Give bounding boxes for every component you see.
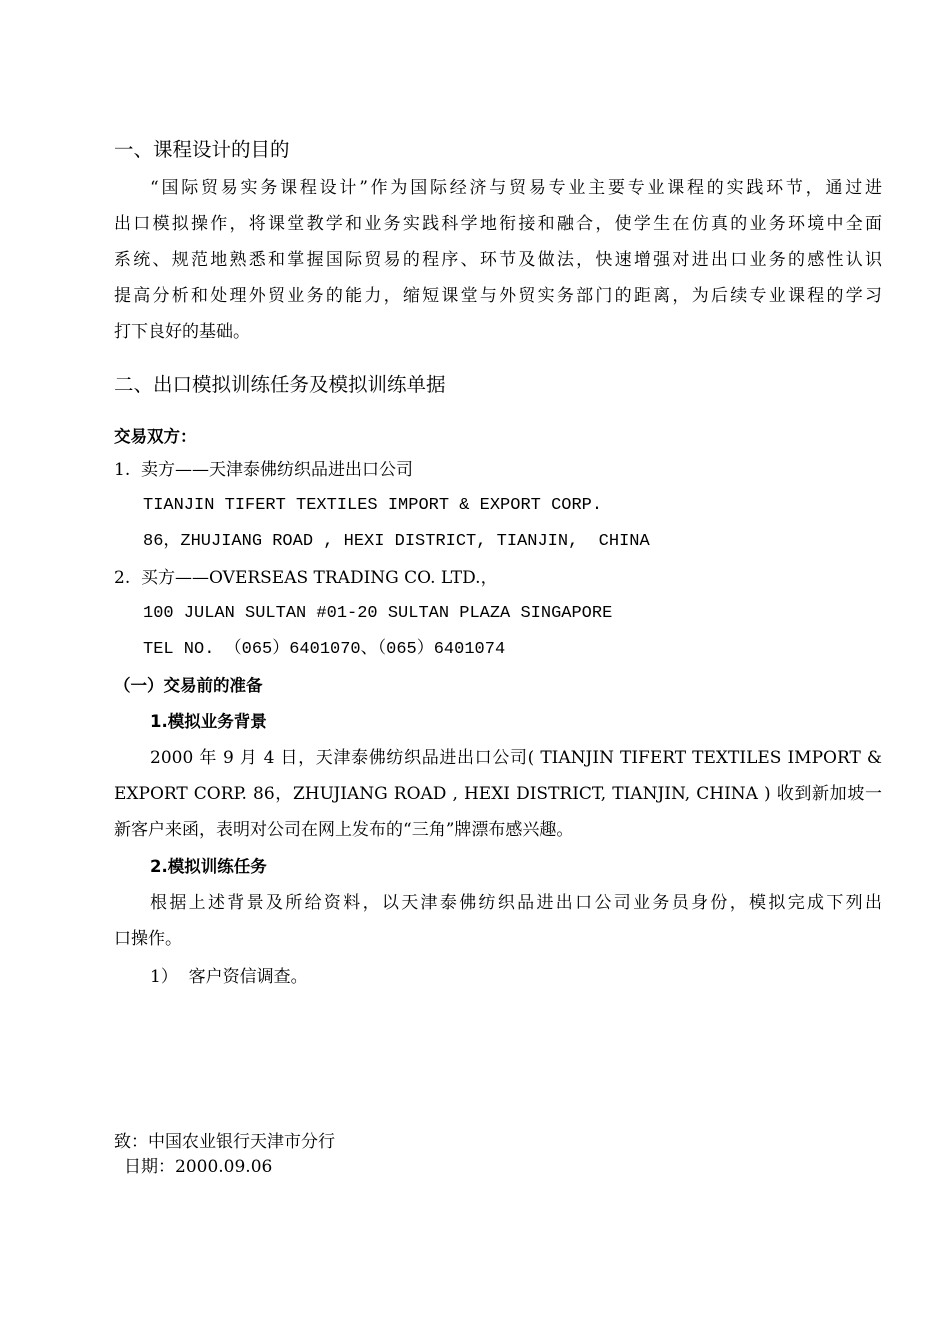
section1-para-line: 提高分析和处理外贸业务的能力，缩短课堂与外贸实务部门的距离，为后续专业课程的学习: [114, 286, 882, 306]
section2-heading: 二、出口模拟训练任务及模拟训练单据: [114, 373, 446, 396]
bg-para-line: EXPORT CORP. 86，ZHUJIANG ROAD , HEXI DISTRICT, TIANJIN, CHINA ) 收到新加坡一: [114, 784, 882, 804]
seller-name: TIANJIN TIFERT TEXTILES IMPORT & EXPORT CORP.: [143, 496, 603, 515]
task-title: 2.模拟训练任务: [150, 857, 267, 876]
seller-line: 1. 卖方——天津泰佛纺织品进出口公司: [114, 460, 414, 480]
buyer-tel: TEL NO. （065）6401070、（065）6401074: [143, 640, 506, 659]
footer-date: 日期：2000.09.06: [124, 1157, 273, 1177]
task-item: 1） 客户资信调查。: [150, 967, 308, 987]
section1-heading: 一、课程设计的目的: [114, 138, 290, 161]
section1-para-line: “国际贸易实务课程设计”作为国际经济与贸易专业主要专业课程的实践环节，通过进: [150, 178, 882, 198]
bg-para-line: 2000 年 9 月 4 日，天津泰佛纺织品进出口公司( TIANJIN TIFERT TEXTILES IMPORT &: [150, 748, 882, 768]
buyer-address: 100 JULAN SULTAN #01-20 SULTAN PLAZA SINGAPORE: [143, 604, 613, 623]
section1-para-line: 出口模拟操作，将课堂教学和业务实践科学地衔接和融合，使学生在仿真的业务环境中全面: [114, 214, 882, 234]
buyer-line: 2. 买方——OVERSEAS TRADING CO. LTD.，: [114, 568, 498, 588]
task-para-line: 根据上述背景及所给资料，以天津泰佛纺织品进出口公司业务员身份，模拟完成下列出: [150, 893, 882, 913]
footer-to: 致：中国农业银行天津市分行: [114, 1132, 335, 1152]
section1-para-line: 系统、规范地熟悉和掌握国际贸易的程序、环节及做法，快速增强对进出口业务的感性认识: [114, 250, 882, 270]
bg-para-line: 新客户来函，表明对公司在网上发布的“三角”牌漂布感兴趣。: [114, 820, 574, 840]
parties-title: 交易双方：: [114, 427, 197, 446]
section1-para-line: 打下良好的基础。: [114, 322, 250, 342]
task-para-line: 口操作。: [114, 929, 182, 949]
seller-address: 86，ZHUJIANG ROAD , HEXI DISTRICT, TIANJIN, CHINA: [143, 532, 650, 551]
bg-title: 1.模拟业务背景: [150, 712, 267, 731]
prep-title: （一）交易前的准备: [114, 676, 263, 695]
